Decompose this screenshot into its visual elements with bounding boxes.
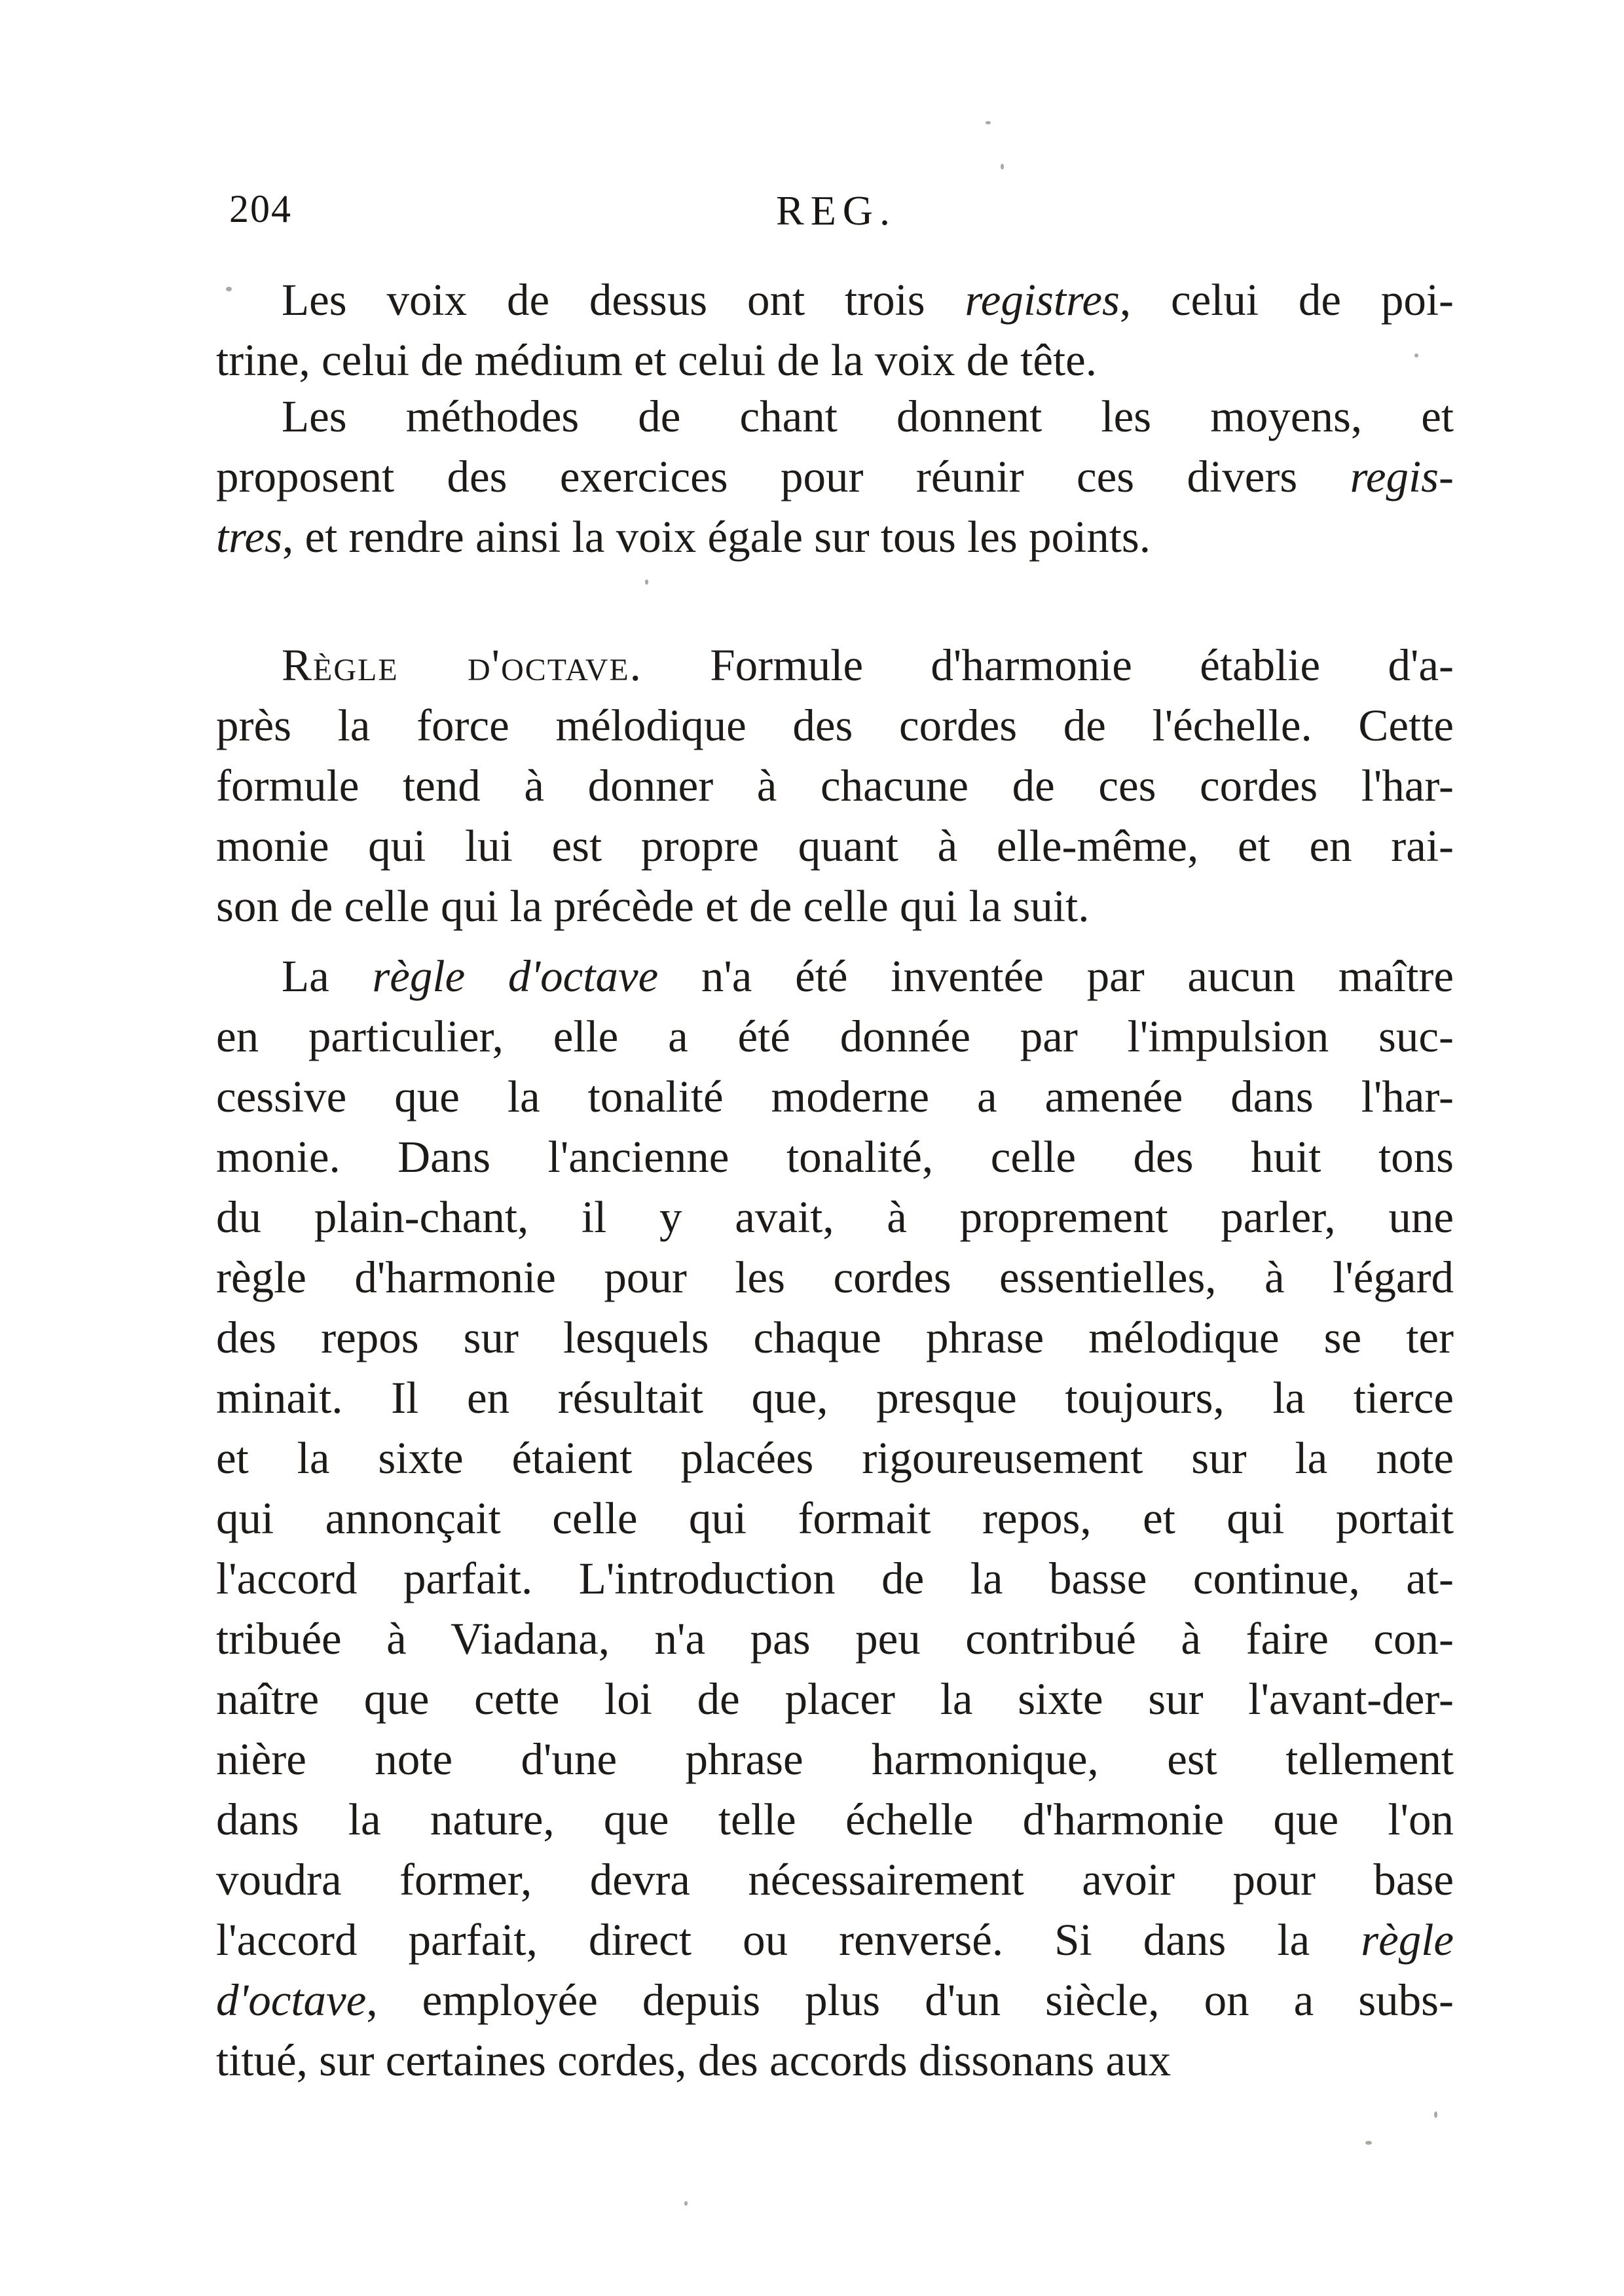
text-run: Les méthodes de chant donnent les moyens, et (282, 392, 1454, 441)
text-line (216, 1066, 1454, 1127)
text-line (216, 270, 1454, 330)
text-run: , employée depuis plus d'un siècle, on a subs- (366, 1975, 1454, 2025)
running-head: REG. (776, 187, 896, 234)
paragraph-regle-octave-definition (216, 635, 1454, 936)
text-run: formule tend à donner à chacune de ces cordes l'har- (216, 761, 1454, 811)
text-line (216, 1548, 1454, 1609)
text-line (216, 816, 1454, 876)
text-line (216, 756, 1454, 816)
paragraph-registres-voix (216, 270, 1454, 390)
italic-term: regis- (1350, 452, 1454, 501)
text-line (216, 1850, 1454, 1910)
paragraph-regle-octave-history (216, 946, 1454, 2090)
text-run: naître que cette loi de placer la sixte sur l'avant-der- (216, 1674, 1454, 1724)
text-line (216, 1187, 1454, 1247)
text-line (216, 695, 1454, 756)
page-number: 204 (229, 187, 292, 230)
text-run: monie. Dans l'ancienne tonalité, celle des huit tons (216, 1132, 1454, 1182)
text-line (216, 1488, 1454, 1548)
print-speck (1365, 2141, 1372, 2145)
text-line (216, 1609, 1454, 1669)
text-run: n'a été inventée par aucun maître (658, 951, 1454, 1001)
italic-term: tres (216, 512, 282, 562)
text-run: des repos sur lesquels chaque phrase mélodique se ter (216, 1313, 1454, 1362)
text-line (216, 1669, 1454, 1729)
page-header (223, 187, 1467, 246)
text-run: et la sixte étaient placées rigoureusement sur la note (216, 1433, 1454, 1483)
text-line (216, 2030, 1454, 2090)
print-speck (986, 121, 991, 124)
text-run: tribuée à Viadana, n'a pas peu contribué à faire con- (216, 1614, 1454, 1664)
print-speck (1001, 164, 1004, 170)
text-line (216, 1247, 1454, 1307)
text-line (216, 1970, 1454, 2030)
text-line (216, 446, 1454, 507)
text-run: trine, celui de médium et celui de la voix de tête. (216, 335, 1097, 385)
print-speck (1414, 354, 1418, 357)
text-line (216, 946, 1454, 1006)
italic-term: règle (1361, 1915, 1454, 1965)
text-run: nière note d'une phrase harmonique, est tellement (216, 1734, 1454, 1784)
text-run: La (282, 951, 373, 1001)
text-line (216, 1368, 1454, 1428)
text-run: qui annonçait celle qui formait repos, et qui portait (216, 1493, 1454, 1543)
text-line (216, 330, 1454, 390)
text-line (216, 1729, 1454, 1789)
italic-term: registres (965, 275, 1120, 325)
text-run: , et rendre ainsi la voix égale sur tous les points. (282, 512, 1151, 562)
text-run: du plain-chant, il y avait, à proprement parler, une (216, 1192, 1454, 1242)
text-line (216, 1127, 1454, 1187)
text-line (216, 1910, 1454, 1970)
text-line (216, 507, 1454, 567)
print-speck (226, 287, 232, 291)
text-run: , celui de poi- (1119, 275, 1454, 325)
text-run: titué, sur certaines cordes, des accords dissonans aux (216, 2035, 1172, 2085)
text-run: près la force mélodique des cordes de l'échelle. Cette (216, 701, 1454, 750)
text-line (216, 1307, 1454, 1368)
text-run: proposent des exercices pour réunir ces divers (216, 452, 1350, 501)
entry-headword: Règle d'octave. (282, 640, 642, 690)
text-line (216, 1428, 1454, 1488)
text-run: son de celle qui la précède et de celle qui la suit. (216, 881, 1090, 931)
text-line (216, 1789, 1454, 1850)
print-speck (1434, 2111, 1437, 2118)
text-run: l'accord parfait. L'introduction de la basse continue, at- (216, 1554, 1454, 1603)
text-line (216, 386, 1454, 446)
italic-term: règle d'octave (372, 951, 659, 1001)
text-run: voudra former, devra nécessairement avoir pour base (216, 1855, 1454, 1904)
text-run: minait. Il en résultait que, presque toujours, la tierce (216, 1373, 1454, 1423)
text-line (216, 876, 1454, 936)
text-line (216, 1006, 1454, 1066)
print-speck (684, 2201, 688, 2206)
text-run: en particulier, elle a été donnée par l'impulsion suc- (216, 1011, 1454, 1061)
text-run: cessive que la tonalité moderne a amenée dans l'har- (216, 1072, 1454, 1121)
paragraph-methodes-chant (216, 386, 1454, 567)
text-run: dans la nature, que telle échelle d'harmonie que l'on (216, 1795, 1454, 1844)
text-run: l'accord parfait, direct ou renversé. Si dans la (216, 1915, 1361, 1965)
print-speck (645, 579, 648, 585)
italic-term: d'octave (216, 1975, 367, 2025)
text-run: règle d'harmonie pour les cordes essentielles, à l'égard (216, 1252, 1454, 1302)
text-run: Les voix de dessus ont trois (282, 275, 965, 325)
text-line (216, 635, 1454, 695)
text-run: monie qui lui est propre quant à elle-même, et en rai- (216, 821, 1454, 871)
text-run: Formule d'harmonie établie d'a- (642, 640, 1454, 690)
